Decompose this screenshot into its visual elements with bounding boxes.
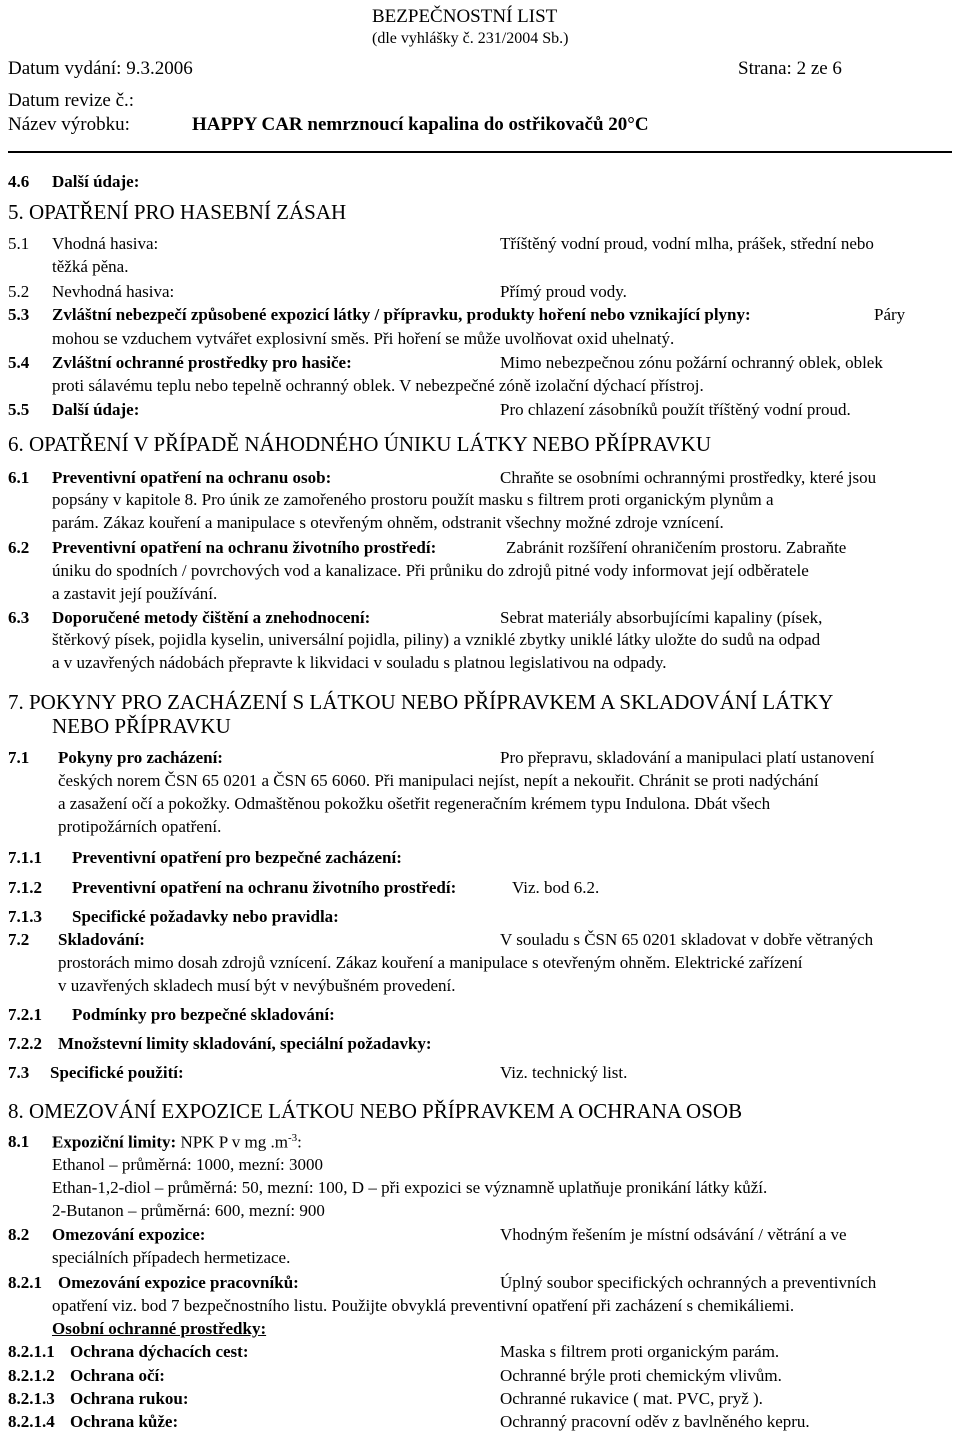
unit-exponent: -3 (287, 1132, 298, 1144)
section-number: 8.2.1.1 (8, 1342, 55, 1361)
section-number: 7.1 (8, 748, 30, 767)
section-text: a zastavit její používání. (52, 584, 218, 603)
section-number: 6.1 (8, 468, 30, 487)
section-heading: Ochrana dýchacích cest: (70, 1342, 249, 1361)
section-value: Tříštěný vodní proud, vodní mlha, prášek, střední nebo (500, 234, 874, 253)
section-value: Ochranný pracovní oděv z bavlněného kepru. (500, 1412, 810, 1431)
section-heading: Zvláštní ochranné prostředky pro hasiče: (52, 353, 352, 372)
section-value: Pro chlazení zásobníků použít tříštěný vodní proud. (500, 400, 851, 419)
section-number: 7.2.1 (8, 1005, 42, 1024)
section-heading: Zvláštní nebezpečí způsobené expozicí látky / přípravku, produkty hoření nebo vznikající plyny: (52, 305, 751, 324)
section-number: 5.4 (8, 353, 30, 372)
section-heading: Preventivní opatření na ochranu životního prostředí: (72, 878, 457, 897)
section-heading: Specifické použití: (50, 1063, 184, 1082)
section-value: Viz. bod 6.2. (512, 878, 600, 897)
issue-date: Datum vydání: 9.3.2006 (8, 58, 193, 79)
section-number: 7.2 (8, 930, 30, 949)
section-number: 7.3 (8, 1063, 30, 1082)
ppe-heading: Osobní ochranné prostředky: (52, 1319, 267, 1338)
section-heading: Pokyny pro zacházení: (58, 748, 223, 767)
section-value: Úplný soubor specifických ochranných a preventivních (500, 1273, 877, 1292)
section-text: opatření viz. bod 7 bezpečnostního listu. Použijte obvyklá preventivní opatření při zacházení s chemikáliemi. (52, 1296, 795, 1315)
section-number: 8.1 (8, 1132, 30, 1151)
header-divider (8, 151, 952, 153)
revision-date: Datum revize č.: (8, 90, 135, 111)
section-value: V souladu s ČSN 65 0201 skladovat v dobře větraných (500, 930, 874, 949)
document-title: BEZPEČNOSTNÍ LIST (372, 6, 558, 27)
section-number: 7.1.1 (8, 848, 42, 867)
section-heading: Preventivní opatření na ochranu životního prostředí: (52, 538, 437, 557)
section-text: českých norem ČSN 65 0201 a ČSN 65 6060. Při manipulaci nejíst, nepít a nekouřit. Chránit se proti nadýchání (58, 771, 819, 790)
exposure-limits (52, 1132, 302, 1153)
section-text: proti sálavému teplu nebo tepelně ochranný oblek. V nebezpečné zóně izolační dýchací přístroj. (52, 376, 704, 395)
section-heading: Další údaje: (52, 400, 140, 419)
section-number: 7.1.3 (8, 907, 42, 926)
section-value: Mimo nebezpečnou zónu požární ochranný oblek, oblek (500, 353, 883, 372)
section-text: a v uzavřených nádobách přepravte k likvidaci v souladu s platnou legislativou na odpady. (52, 653, 667, 672)
section-heading: Omezování expozice: (52, 1225, 206, 1244)
section-text: speciálních případech hermetizace. (52, 1248, 291, 1267)
section-heading: Skladování: (58, 930, 145, 949)
section-number: 8.2.1 (8, 1273, 42, 1292)
section-text: štěrkový písek, pojidla kyselin, universální pojidla, piliny) a vzniklé zbytky uniklé látky uložte do sudů na odpad (52, 630, 821, 649)
section-number: 5.5 (8, 400, 30, 419)
section-text: a zasažení očí a pokožky. Odmaštěnou pokožku ošetřit regeneračním krémem typu Indulona. Dbát všech (58, 794, 771, 813)
section-number: 8.2.1.4 (8, 1412, 55, 1431)
section-heading: Specifické požadavky nebo pravidla: (72, 907, 339, 926)
section-value: Zabránit rozšíření ohraničením prostoru. Zabraňte (506, 538, 847, 557)
limit-item: Ethanol – průměrná: 1000, mezní: 3000 (52, 1155, 323, 1174)
section-heading: Expoziční limity: (52, 1132, 177, 1152)
section-title: 7. POKYNY PRO ZACHÁZENÍ S LÁTKOU NEBO PŘÍPRAVKEM A SKLADOVÁNÍ LÁTKY (8, 690, 834, 714)
section-title: 6. OPATŘENÍ V PŘÍPADĚ NÁHODNÉHO ÚNIKU LÁTKY NEBO PŘÍPRAVKU (8, 432, 711, 456)
section-heading: Množstevní limity skladování, speciální požadavky: (58, 1034, 432, 1053)
section-heading: Nevhodná hasiva: (52, 282, 175, 301)
section-value: Páry (874, 305, 906, 324)
section-heading: Preventivní opatření na ochranu osob: (52, 468, 332, 487)
section-number: 8.2.1.3 (8, 1389, 55, 1408)
section-title: 5. OPATŘENÍ PRO HASEBNÍ ZÁSAH (8, 200, 347, 224)
section-text: parám. Zákaz kouření a manipulace s otevřeným ohněm, odstranit všechny možné zdroje vznícení. (52, 513, 724, 532)
section-number: 4.6 (8, 172, 30, 191)
section-heading: Omezování expozice pracovníků: (58, 1273, 299, 1292)
section-title: 8. OMEZOVÁNÍ EXPOZICE LÁTKOU NEBO PŘÍPRAVKEM A OCHRANA OSOB (8, 1099, 743, 1123)
product-name: HAPPY CAR nemrznoucí kapalina do ostřikovačů 20°C (192, 114, 649, 135)
section-value: Ochranné rukavice ( mat. PVC, pryž ). (500, 1389, 763, 1408)
limit-item: Ethan-1,2-diol – průměrná: 50, mezní: 100, D – při expozici se významně uplatňuje pronikání látky kůží. (52, 1178, 768, 1197)
section-value: Ochranné brýle proti chemickým vlivům. (500, 1366, 782, 1385)
section-heading: Ochrana rukou: (70, 1389, 189, 1408)
section-heading: Preventivní opatření pro bezpečné zacházení: (72, 848, 402, 867)
section-title-continued: NEBO PŘÍPRAVKU (52, 714, 231, 738)
document-subtitle: (dle vyhlášky č. 231/2004 Sb.) (372, 30, 569, 47)
section-number: 6.2 (8, 538, 30, 557)
section-text: protipožárních opatření. (58, 817, 222, 836)
section-heading: Doporučené metody čištění a znehodnocení: (52, 608, 371, 627)
section-value: Viz. technický list. (500, 1063, 628, 1082)
section-number: 6.3 (8, 608, 30, 627)
limit-item: 2-Butanon – průměrná: 600, mezní: 900 (52, 1201, 325, 1220)
section-text: prostorách mimo dosah zdrojů vznícení. Zákaz kouření a manipulace s otevřeným ohněm. Elektrické zařízení (58, 953, 803, 972)
section-value: Maska s filtrem proti organickým parám. (500, 1342, 780, 1361)
section-heading: Podmínky pro bezpečné skladování: (72, 1005, 335, 1024)
section-number: 5.1 (8, 234, 30, 253)
section-value: Pro přepravu, skladování a manipulaci platí ustanovení (500, 748, 875, 767)
section-text: mohou se vzduchem vytvářet explosivní směs. Při hoření se může uvolňovat oxid uhelnatý. (52, 329, 675, 348)
colon: : (297, 1132, 302, 1152)
section-text: v uzavřených skladech musí být v nevýbušném provedení. (58, 976, 456, 995)
section-text: úniku do spodních / povrchových vod a kanalizace. Při průniku do zdrojů pitné vody informovat její odběratele (52, 561, 809, 580)
section-text: těžká pěna. (52, 257, 129, 276)
section-heading: Další údaje: (52, 172, 140, 191)
product-label: Název výrobku: (8, 114, 130, 135)
section-heading: Ochrana očí: (70, 1366, 165, 1385)
section-value: Vhodným řešením je místní odsávání / větrání a ve (500, 1225, 847, 1244)
section-value: NPK P v mg .m (180, 1132, 288, 1152)
section-value: Přímý proud vody. (500, 282, 627, 301)
section-value: Sebrat materiály absorbujícími kapaliny (písek, (500, 608, 823, 627)
section-number: 7.2.2 (8, 1034, 42, 1053)
section-number: 7.1.2 (8, 878, 42, 897)
section-heading: Ochrana kůže: (70, 1412, 179, 1431)
section-number: 5.2 (8, 282, 30, 301)
section-value: Chraňte se osobními ochrannými prostředky, které jsou (500, 468, 877, 487)
section-number: 8.2.1.2 (8, 1366, 55, 1385)
section-number: 5.3 (8, 305, 30, 324)
section-text: popsány v kapitole 8. Pro únik ze zamořeného prostoru použít masku s filtrem proti organickým plynům a (52, 490, 774, 509)
section-number: 8.2 (8, 1225, 30, 1244)
page-number: Strana: 2 ze 6 (738, 58, 842, 79)
section-heading: Vhodná hasiva: (52, 234, 159, 253)
